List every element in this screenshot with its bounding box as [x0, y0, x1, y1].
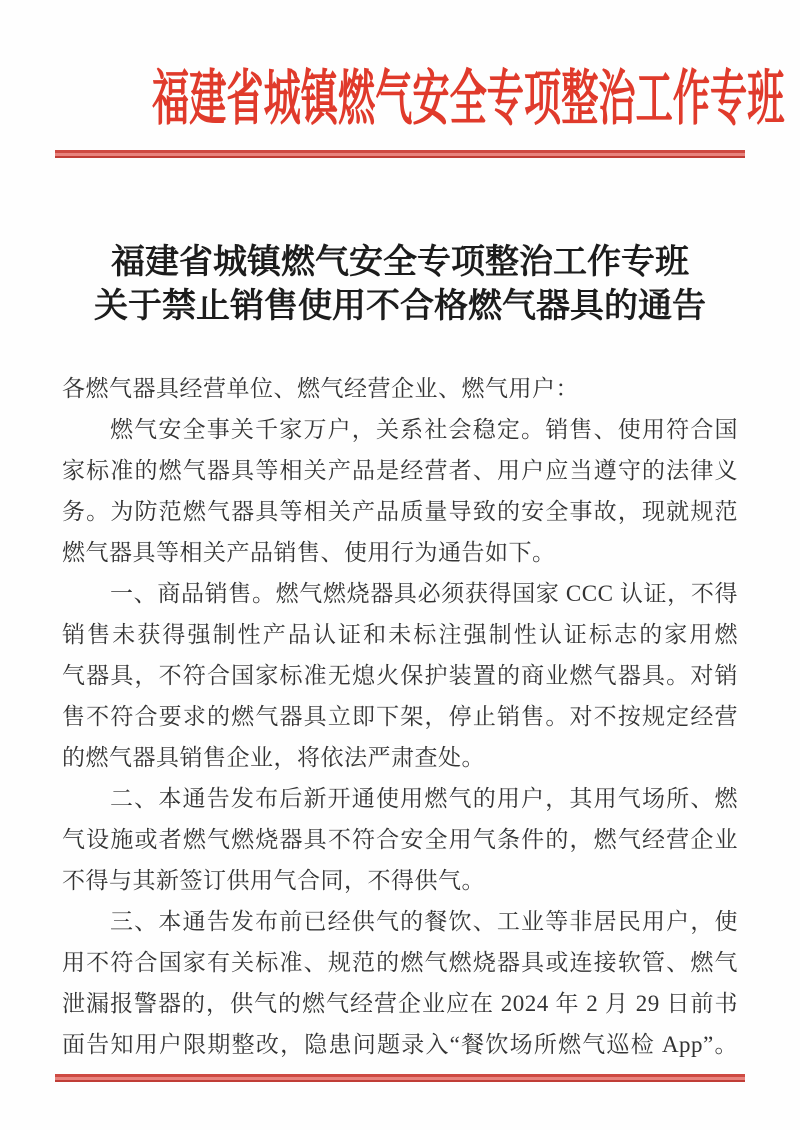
body-line: 气器具，不符合国家标准无熄火保护装置的商业燃气器具。对销: [62, 663, 738, 688]
body-line: 燃气安全事关千家万户，关系社会稳定。销售、使用符合国: [110, 417, 738, 442]
body-line: 三、本通告发布前已经供气的餐饮、工业等非居民用户，使: [110, 909, 738, 934]
red-rule-top: [55, 150, 745, 158]
body-line: 各燃气器具经营单位、燃气经营企业、燃气用户：: [62, 376, 579, 401]
body-line: 泄漏报警器的，供气的燃气经营企业应在 2024 年 2 月 29 日前书: [62, 991, 738, 1016]
body-line: 气设施或者燃气燃烧器具不符合安全用气条件的，燃气经营企业: [62, 827, 738, 852]
body-line: 二、本通告发布后新开通使用燃气的用户，其用气场所、燃: [110, 786, 738, 811]
body-line: 销售未获得强制性产品认证和未标注强制性认证标志的家用燃: [62, 622, 738, 647]
body-line: 燃气器具等相关产品销售、使用行为通告如下。: [62, 540, 556, 565]
body-line: 不得与其新签订供用气合同，不得供气。: [62, 868, 485, 893]
body-line: 家标准的燃气器具等相关产品是经营者、用户应当遵守的法律义: [62, 458, 738, 483]
body-line: 用不符合国家有关标准、规范的燃气燃烧器具或连接软管、燃气: [62, 950, 738, 975]
red-rule-bottom: [55, 1074, 745, 1082]
document-title-line-2: 关于禁止销售使用不合格燃气器具的通告: [94, 287, 706, 325]
body-line: 售不符合要求的燃气器具立即下架，停止销售。对不按规定经营: [62, 704, 738, 729]
body-line: 面告知用户限期整改，隐患问题录入“餐饮场所燃气巡检 App”。: [62, 1032, 738, 1057]
letterhead-title: 福建省城镇燃气安全专项整治工作专班: [152, 65, 785, 132]
document-title-line-1: 福建省城镇燃气安全专项整治工作专班: [111, 243, 689, 281]
document-title: [0, 240, 800, 328]
body-line: 的燃气器具销售企业，将依法严肃查处。: [62, 745, 485, 770]
document-body: [62, 368, 738, 1065]
body-line: 务。为防范燃气器具等相关产品质量导致的安全事故，现就规范: [62, 499, 738, 524]
body-line: 一、商品销售。燃气燃烧器具必须获得国家 CCC 认证，不得: [110, 581, 738, 606]
